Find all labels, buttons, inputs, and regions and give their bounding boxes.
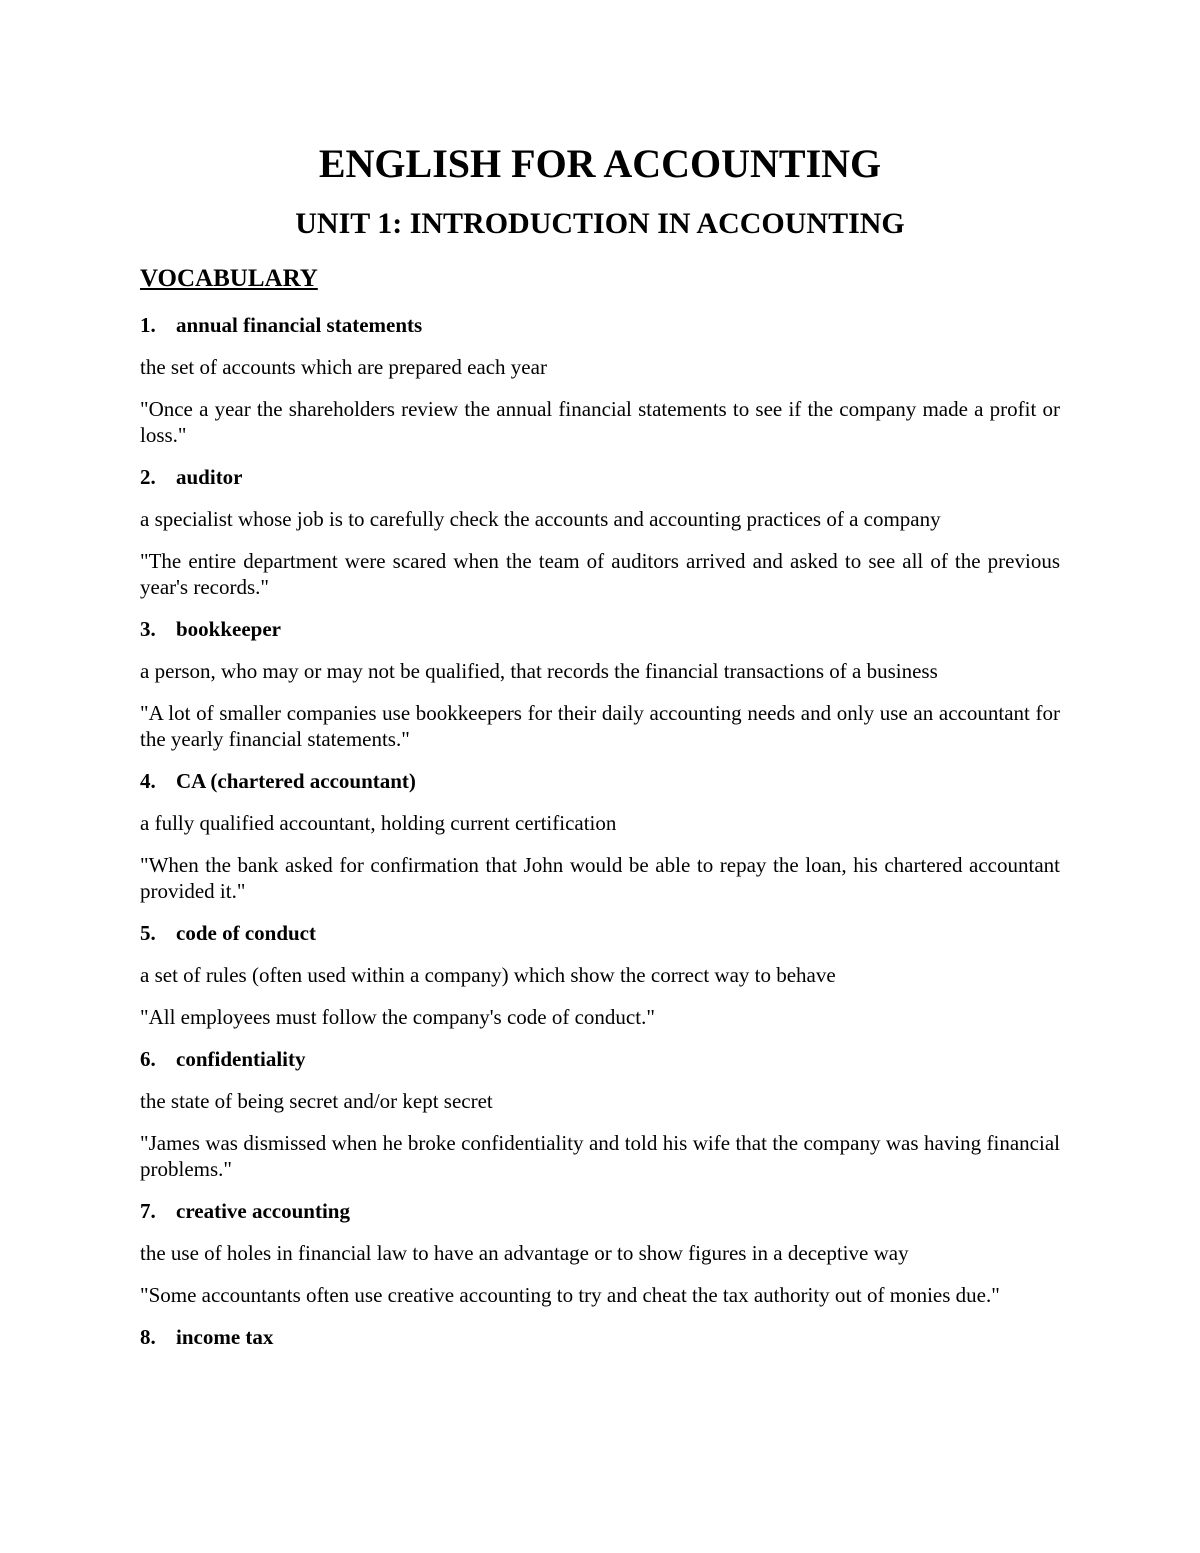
vocabulary-entry [140,464,1060,600]
vocabulary-entry [140,312,1060,448]
term-label: creative accounting [176,1199,350,1223]
term-label: CA (chartered accountant) [176,769,416,793]
unit-title: UNIT 1: INTRODUCTION IN ACCOUNTING [295,207,905,240]
term-number: 8. [140,1325,156,1349]
term-definition: the set of accounts which are prepared each year [140,355,547,379]
term-label: confidentiality [176,1047,306,1071]
term-example: "Some accountants often use creative accounting to try and cheat the tax authority out of monies due." [140,1283,1000,1307]
term-label: bookkeeper [176,617,281,641]
vocabulary-term [140,1046,1060,1072]
document-page [140,140,1060,1350]
term-definition: the state of being secret and/or kept secret [140,1089,493,1113]
vocabulary-term [140,1198,1060,1224]
vocabulary-term [140,464,1060,490]
term-number: 7. [140,1199,156,1223]
vocabulary-entry [140,1324,1060,1350]
vocabulary-entry [140,1046,1060,1182]
vocabulary-term [140,920,1060,946]
term-number: 1. [140,313,156,337]
term-label: annual financial statements [176,313,423,337]
vocabulary-entry [140,1198,1060,1308]
term-example: "James was dismissed when he broke confidentiality and told his wife that the company was having financial problems." [140,1131,1060,1181]
vocabulary-entry [140,616,1060,752]
term-number: 6. [140,1047,156,1071]
term-example: "All employees must follow the company's code of conduct." [140,1005,655,1029]
term-number: 2. [140,465,156,489]
term-example: "When the bank asked for confirmation that John would be able to repay the loan, his chartered accountant provided it." [140,853,1060,903]
term-number: 5. [140,921,156,945]
term-example: "The entire department were scared when the team of auditors arrived and asked to see all of the previous year's records." [140,549,1060,599]
vocabulary-entry [140,768,1060,904]
vocabulary-term [140,616,1060,642]
term-example: "Once a year the shareholders review the annual financial statements to see if the company made a profit or loss." [140,397,1060,447]
term-label: code of conduct [176,921,316,945]
vocabulary-term [140,768,1060,794]
term-definition: a set of rules (often used within a company) which show the correct way to behave [140,963,836,987]
term-definition: the use of holes in financial law to have an advantage or to show figures in a deceptive way [140,1241,909,1265]
term-label: income tax [176,1325,274,1349]
vocabulary-term [140,1324,1060,1350]
term-definition: a fully qualified accountant, holding current certification [140,811,617,835]
term-definition: a specialist whose job is to carefully check the accounts and accounting practices of a company [140,507,941,531]
document-title: ENGLISH FOR ACCOUNTING [318,141,882,186]
section-heading-vocabulary: VOCABULARY [140,265,318,292]
term-example: "A lot of smaller companies use bookkeepers for their daily accounting needs and only use an accountant for the yearly financial statements." [140,701,1060,751]
term-definition: a person, who may or may not be qualified, that records the financial transactions of a business [140,659,938,683]
vocabulary-term [140,312,1060,338]
term-number: 4. [140,769,156,793]
term-label: auditor [176,465,243,489]
term-number: 3. [140,617,156,641]
vocabulary-entry [140,920,1060,1030]
